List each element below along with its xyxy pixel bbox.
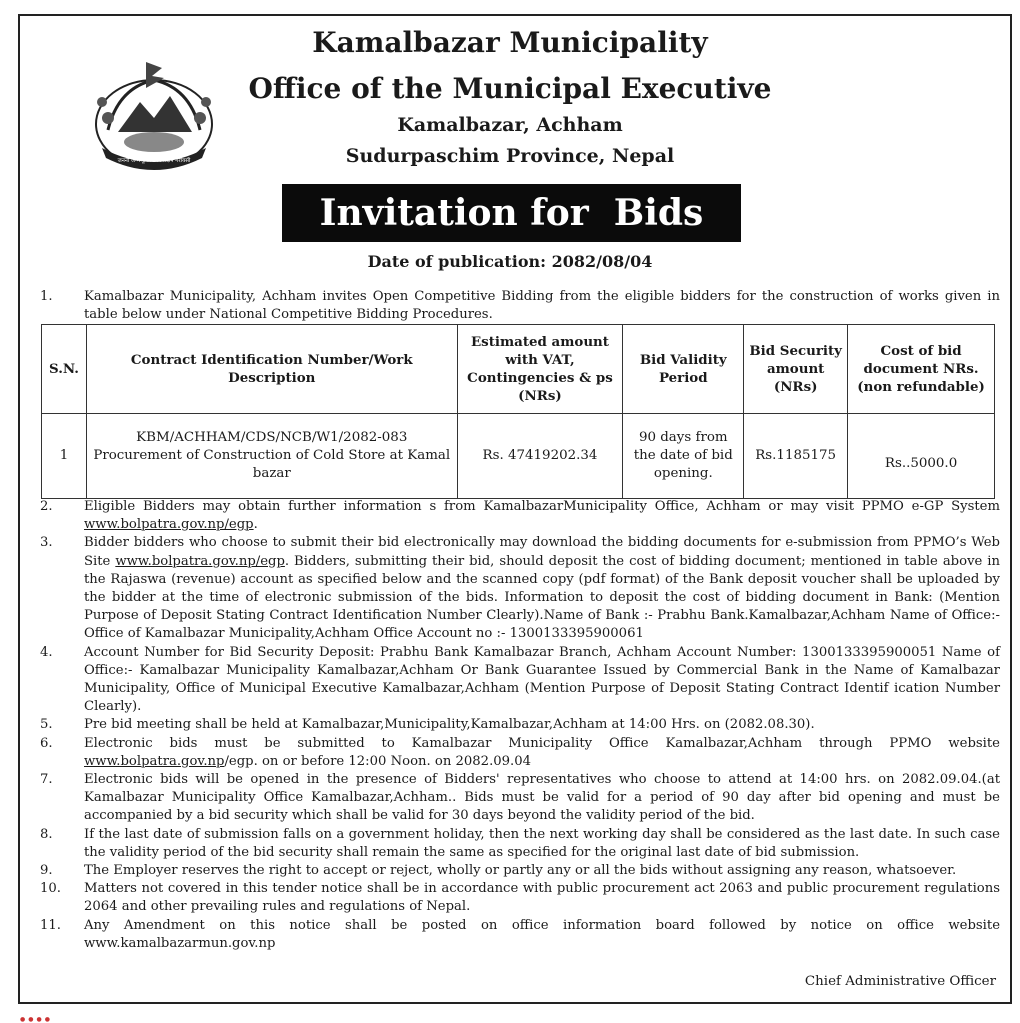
table-header-row (42, 325, 995, 414)
contract-id: KBM/ACHHAM/CDS/NCB/W1/2082-083 (136, 430, 408, 445)
bid-table (41, 324, 995, 499)
invitation-banner: Invitation for Bids (282, 184, 741, 242)
list-item: 2. Eligible Bidders may obtain further information s from KamalbazarMunicipality Office, Achham or may visit PPMO e-GP System www.bolpatra.gov.np/egp. (40, 499, 1000, 533)
decorative-dots: ●●●● (20, 1016, 53, 1023)
bolpatra-link[interactable]: www.bolpatra.gov.np (84, 753, 225, 769)
list-item: 7. Electronic bids will be opened in the presence of Bidders' representatives who choose to attend at 14:00 hrs. on 2082.09.04.(at Kamalbazar Municipality Office Kamalbazar,Achham.. Bids must be valid for a period of 90 day after bid opening and must be accompanied by a bid security which shall be valid for 30 days beyond the validity period of the bid. (40, 772, 1000, 824)
col-description: Contract Identification Number/Work Description (86, 325, 457, 414)
list-item: 3. Bidder bidders who choose to submit their bid electronically may download the bidding documents for e-submission from PPMO’s Web Site www.bolpatra.gov.np/egp. Bidders, submitting their bid, should deposit the cost of bidding document; mentioned in table above in the Rajaswa (revenue) account as specified below and the scanned copy (pdf format) of the Bank deposit voucher shall be uploaded by the bidder at the time of electronic submission of the bids. Information to deposit the cost of bidding document in Bank: (Mention Purpose of Deposit Stating Contract Identification Number Clearly).Name of Bank :- Prabhu Bank.Kamalbazar,Achham Name of Office:- Office of Kamalbazar Municipality,Achham Office Account no :- 1300133395900061 (40, 535, 1000, 642)
list-item: 8. If the last date of submission falls on a government holiday, then the next working day shall be considered as the last date. In such case the validity period of the bid security shall remain the same as specified for the original last date of bid submission. (40, 826, 1000, 860)
publication-date: Date of publication: 2082/08/04 (367, 252, 653, 271)
office-name: Office of the Municipal Executive (248, 72, 772, 105)
svg-text:जननी जन्मभूमिश्च स्वर्गादपि गर: जननी जन्मभूमिश्च स्वर्गादपि गरीयसी (117, 158, 191, 164)
col-security: Bid Security amount (NRs) (744, 325, 848, 414)
notice-item-1: 1. Kamalbazar Municipality, Achham invites Open Competitive Bidding from the eligible bidders for the construction of works given in table below under National Competitive Bidding Procedures. (40, 289, 1000, 323)
list-item: 4. Account Number for Bid Security Deposit: Prabhu Bank Kamalbazar Branch, Achham Account Number: 1300133395900051 Name of Office:- Kamalbazar Municipality Kamalbazar,Achham Or Bank Guarantee Issued by Commercial Bank in the Name of Kamalbazar Municipality, Office of Municipal Executive Kamalbazar,Achham (Mention Purpose of Deposit Stating Contract Identif ication Number Clearly). (40, 644, 1000, 715)
col-estimate: Estimated amount with VAT, Contingencies & ps (NRs) (457, 325, 623, 414)
work-description: Procurement of Construction of Cold Store at Kamal bazar (93, 448, 451, 481)
cell-sn: 1 (42, 414, 87, 499)
cell-cost: Rs..5000.0 (848, 414, 995, 499)
bolpatra-link[interactable]: www.bolpatra.gov.np/egp (84, 517, 254, 533)
cell-security: Rs.1185175 (744, 414, 848, 499)
list-item: 9. The Employer reserves the right to accept or reject, wholly or partly any or all the bids without assigning any reason, whatsoever. (40, 863, 957, 879)
list-item: 6. Electronic bids must be submitted to Kamalbazar Municipality Office Kamalbazar,Achham through PPMO website www.bolpatra.gov.np/egp. on or before 12:00 Noon. on 2082.09.04 (40, 735, 1000, 769)
cell-estimate: Rs. 47419202.34 (457, 414, 623, 499)
province-name: Sudurpaschim Province, Nepal (345, 145, 675, 167)
col-sn: S.N. (42, 325, 87, 414)
cell-validity: 90 days from the date of bid opening. (623, 414, 744, 499)
bolpatra-link[interactable]: www.bolpatra.gov.np/egp (115, 553, 285, 569)
municipality-name: Kamalbazar Municipality (312, 26, 708, 59)
list-item: 5. Pre bid meeting shall be held at Kamalbazar,Municipality,Kamalbazar,Achham at 14:00 Hrs. on (2082.08.30). (40, 717, 815, 733)
notice-items (40, 498, 1000, 953)
signatory-title: Chief Administrative Officer (804, 974, 996, 989)
list-item: 10. Matters not covered in this tender notice shall be in accordance with public procurement act 2063 and public procurement regulations 2064 and other prevailing rules and regulations of Nepal. (40, 881, 1000, 915)
list-item: 11. Any Amendment on this notice shall be posted on office information board followed by notice on office website www.kamalbazarmun.gov.np (40, 917, 1000, 951)
office-location: Kamalbazar, Achham (397, 114, 623, 136)
col-validity: Bid Validity Period (623, 325, 744, 414)
table-row (42, 414, 995, 499)
col-cost: Cost of bid document NRs. (non refundable) (848, 325, 995, 414)
cell-description (86, 414, 457, 499)
